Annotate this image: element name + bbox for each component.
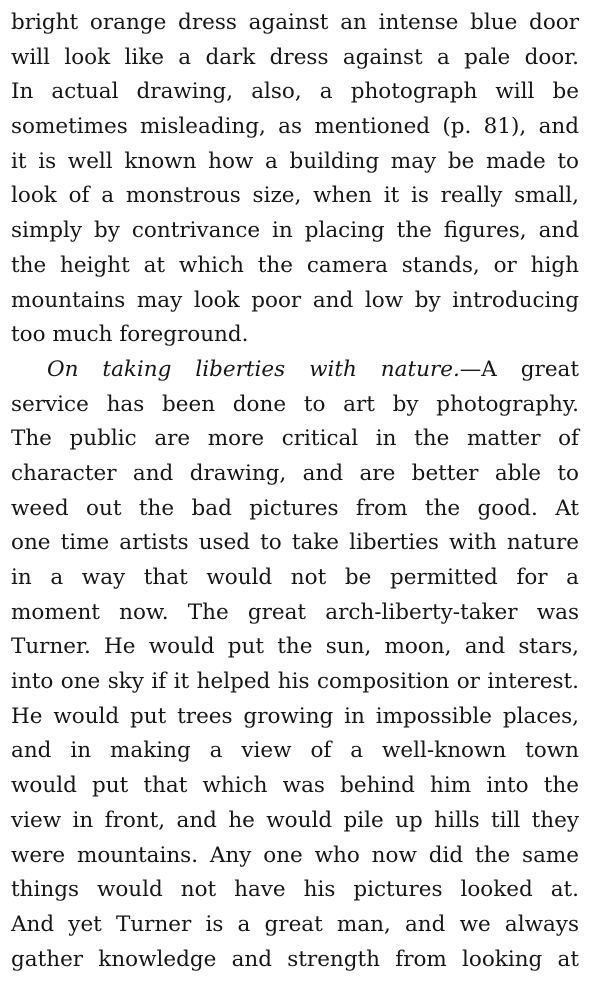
text-line: bright orange dress against an intense blue door: [11, 10, 579, 35]
text-line: view in front, and he would pile up hills till they: [11, 807, 579, 833]
text-line: into one sky if it helped his composition or interest.: [11, 669, 579, 695]
text-line: look of a monstrous size, when it is really small,: [11, 183, 579, 209]
text-line: one time artists used to take liberties with nature: [11, 530, 579, 556]
section-heading: On taking liberties with nature.: [47, 356, 460, 382]
paragraph-1: [11, 6, 579, 353]
paragraph-2-first-line: [11, 353, 579, 388]
text-line: would put that which was behind him into the: [11, 773, 579, 799]
text-line: the height at which the camera stands, or high: [11, 252, 579, 278]
text-line: mountains may look poor and low by introducing: [11, 287, 579, 313]
text-line: it is well known how a building may be made to: [11, 148, 579, 174]
text-line: sometimes misleading, as mentioned (p. 81), and: [11, 114, 579, 140]
text-line: And yet Turner is a great man, and we always: [11, 911, 579, 937]
text-line: too much foreground.: [11, 322, 249, 348]
first-line-rest: —A great: [459, 356, 579, 382]
text-line: He would put trees growing in impossible places,: [11, 703, 579, 729]
text-line: Turner. He would put the sun, moon, and stars,: [11, 634, 579, 660]
page-text: [11, 6, 579, 977]
text-line: in a way that would not be permitted for a: [11, 565, 579, 590]
text-line: service has been done to art by photography.: [11, 391, 579, 417]
text-line: simply by contrivance in placing the figures, and: [11, 218, 579, 244]
text-line: In actual drawing, also, a photograph will be: [11, 79, 579, 105]
text-line: The public are more critical in the matter of: [11, 426, 579, 452]
text-line: will look like a dark dress against a pale door.: [11, 44, 579, 70]
text-line: things would not have his pictures looked at.: [11, 877, 579, 903]
paragraph-2: [11, 353, 579, 977]
text-line: character and drawing, and are better able to: [11, 460, 579, 486]
text-line: were mountains. Any one who now did the same: [11, 842, 579, 868]
text-line: weed out the bad pictures from the good. At: [11, 495, 579, 521]
text-line: and in making a view of a well-known town: [11, 738, 579, 764]
text-line: gather knowledge and strength from looking at: [11, 946, 579, 972]
text-line: moment now. The great arch-liberty-taker was: [11, 599, 579, 625]
